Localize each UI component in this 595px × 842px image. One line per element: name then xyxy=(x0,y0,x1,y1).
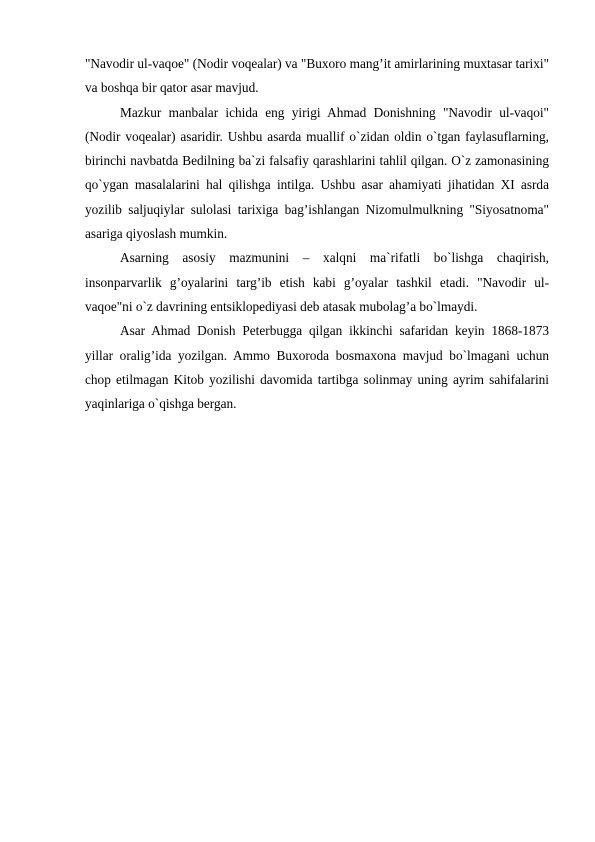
paragraph-1: "Navodir ul-vaqoe" (Nodir voqealar) va "Buxoro mang’it amirlarining muxtasar tarixi" va boshqa bir qator asar mavjud. xyxy=(85,56,549,96)
paragraph-4: Asar Ahmad Donish Peterbugga qilgan ikkinchi safaridan keyin 1868-1873 yillar oralig’ida yozilgan. Ammo Buxoroda bosmaxona mavjud bo`lmagani uchun chop etilmagan Kitob yozilishi davomida tartibga solinmay uning ayrim sahifalarini yaqinlariga o`qishga bergan. xyxy=(85,323,549,412)
paragraph-3: Asarning asosiy mazmunini – xalqni ma`rifatli bo`lishga chaqirish, insonparvarlik g’oyalarini targ’ib etish kabi g’oyalar tashkil etadi. "Navodir ul-vaqoe"ni o`z davrining entsiklopediyasi deb atasak mubolag’a bo`lmaydi. xyxy=(85,250,549,314)
paragraph-2: Mazkur manbalar ichida eng yirigi Ahmad Donishning "Navodir ul-vaqoi" (Nodir voqealar) asaridir. Ushbu asarda muallif o`zidan oldin o`tgan faylasuflarning, birinchi navbatda Bedilning ba`zi falsafiy qarashlarini tahlil qilgan. O`z zamonasining qo`ygan masalalarini hal qilishga intilga. Ushbu asar ahamiyati jihatidan XI asrda yozilib saljuqiylar sulolasi tarixiga bag’ishlangan Nizomulmulkning "Siyosatnoma" asariga qiyoslash mumkin. xyxy=(85,104,549,242)
document-body xyxy=(85,52,549,416)
